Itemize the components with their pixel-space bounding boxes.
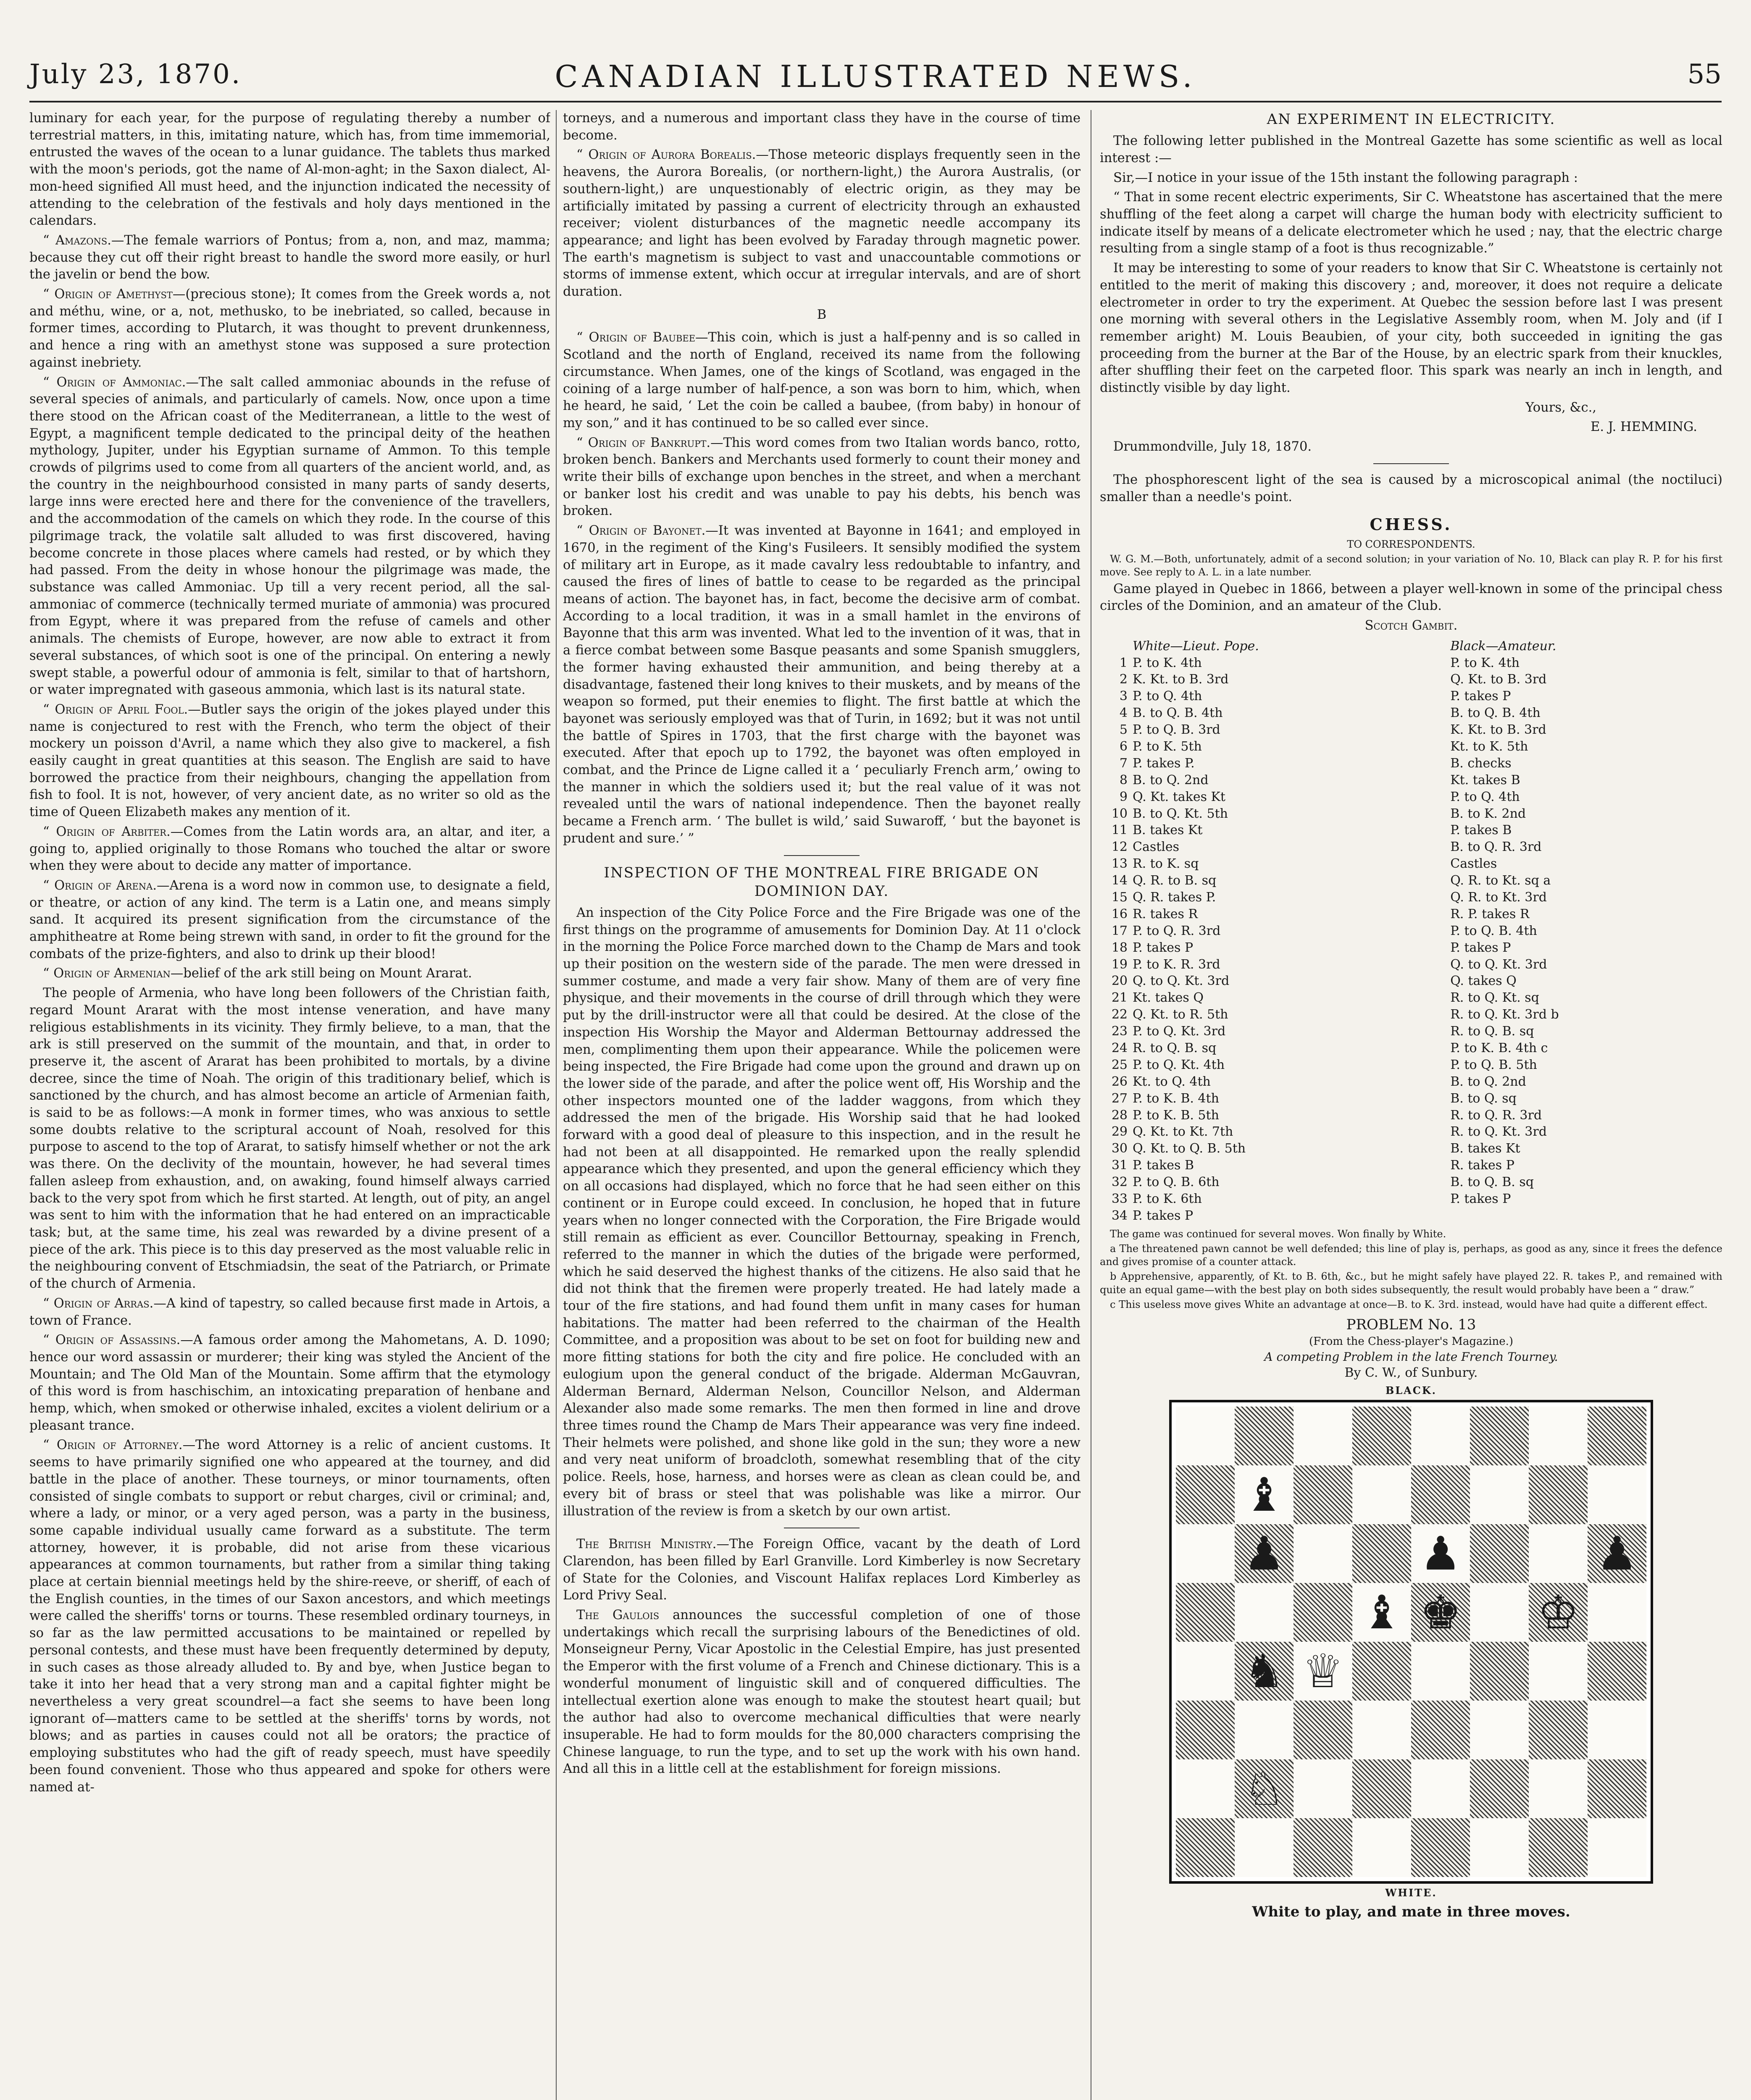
paragraph: The people of Armenia, who have long been followers of the Christian faith, regard Mount Ararat with the most intense veneration, and have many religious establishments in its vicinity. They firmly believe, to a man, that the ark is still preserved on the summit of the mountain, and that, in order to preserve it, the ascent of Ararat has been prohibited to mortals, by a divine decree, since the time of Noah. The origin of this traditionary belief, which is sanctioned by the church, and has almost become an article of Armenian faith, is said to be as follows:—A monk in former times, who was anxious to settle some doubts relative to the scriptural account of Noah, resolved for this purpose to ascend to the top of Ararat, to satisfy himself whether or not the ark was there. On the declivity of the mountain, however, he had several times fallen asleep from exhaustion, and, on awaking, found himself always carried back to the very spot from which he first started. At length, out of pity, an angel was sent to him with the information that he had entered on an impracticable task; but, at the same time, his zeal was rewarded by a divine present of a piece of the ark. This piece is to this day preserved as the most valuable relic in the neighbouring convent of Etschmiadsin, the seat of the Patriarch, or Primate of the church of Armenia. <box>29 986 550 1292</box>
entry-head: “ Origin of Ammoniac. <box>43 375 186 390</box>
chess-square <box>1529 1407 1588 1465</box>
chess-square <box>1235 1407 1294 1465</box>
problem-subtitle: A competing Problem in the late French Tourney. <box>1264 1350 1558 1364</box>
white-side-label: WHITE. <box>1385 1887 1437 1899</box>
white-move: P. to Q. 4th <box>1133 689 1202 704</box>
move-row <box>1100 722 1722 738</box>
chess-square <box>1470 1465 1529 1524</box>
entry-head: “ Amazons. <box>43 233 111 248</box>
chess-square <box>1470 1583 1529 1642</box>
chess-square <box>1529 1465 1588 1524</box>
white-move: P. to K. 5th <box>1133 739 1202 754</box>
black-move: Q. R. to Kt. sq a <box>1450 873 1551 888</box>
move-row <box>1100 940 1722 956</box>
paragraph <box>29 1332 550 1434</box>
move-number: 29 <box>1111 1124 1128 1139</box>
black-move: B. to Q. 2nd <box>1450 1074 1526 1089</box>
chess-square <box>1470 1524 1529 1583</box>
move-row <box>1100 1074 1722 1090</box>
move-number: 28 <box>1111 1108 1128 1123</box>
game-score <box>1100 638 1722 1224</box>
black-move: B. to Q. sq <box>1450 1091 1517 1106</box>
white-move: B. to Q. Kt. 5th <box>1133 806 1228 821</box>
white-move: Q. Kt. takes Kt <box>1133 789 1225 804</box>
entry-head: “ Origin of Baubee <box>576 330 696 345</box>
chess-square <box>1294 1583 1352 1642</box>
chess-square <box>1529 1759 1588 1818</box>
black-move: P. takes P <box>1450 689 1511 704</box>
move-row <box>1100 1023 1722 1040</box>
entry-text: —A kind of tapestry, so called because first made in Artois, a town of France. <box>29 1296 550 1328</box>
entry-head: “ Origin of Aurora Borealis. <box>576 147 756 163</box>
chess-square <box>1352 1759 1411 1818</box>
move-number: 23 <box>1111 1024 1128 1039</box>
black-move: R. to Q. R. 3rd <box>1450 1108 1542 1123</box>
black-side-label: BLACK. <box>1385 1384 1437 1397</box>
white-move: P. to K. 6th <box>1133 1192 1202 1207</box>
correspondents-heading: TO CORRESPONDENTS. <box>1347 538 1475 550</box>
paragraph <box>29 374 550 699</box>
chess-square <box>1411 1759 1470 1818</box>
black-move: P. takes B <box>1450 823 1512 838</box>
chess-piece-square: ♞ <box>1235 1642 1294 1701</box>
paragraph <box>563 147 1081 300</box>
entry-text: announces the successful completion of one of those undertakings which recall the surprising labours of the Benedictines of old. Monseigneur Perny, Vicar Apostolic in the Celestial Empire, has just presented the Emperor with the first volume of a French and Chinese dictionary. This is a wonderful monument of linguistic skill and of conquered difficulties. The intellectual exertion alone was enough to make the stoutest heart quail; but the author had also to overcome mechanical difficulties that were nearly insuperable. He had to form moulds for the 80,000 characters comprising the Chinese language, to run the type, and to set up the work with his own hand. And all this in a little cell at the establishment for foreign missions. <box>563 1608 1081 1777</box>
chess-square <box>1529 1701 1588 1759</box>
chess-piece-square: ♚ <box>1411 1583 1470 1642</box>
white-move: B. to Q. B. 4th <box>1133 706 1223 721</box>
chess-square <box>1235 1818 1294 1877</box>
white-move: P. to Q. Kt. 4th <box>1133 1057 1225 1072</box>
chess-square <box>1411 1465 1470 1524</box>
chess-heading: CHESS. <box>1370 515 1453 534</box>
move-row <box>1100 671 1722 688</box>
move-row <box>1100 738 1722 755</box>
paragraph <box>29 965 550 982</box>
white-move: Q. to Q. Kt. 3rd <box>1133 974 1230 989</box>
black-move: Q. takes Q <box>1450 974 1517 989</box>
entry-head: “ Origin of Arras. <box>43 1296 154 1311</box>
chess-piece-square: ♟ <box>1235 1524 1294 1583</box>
paragraph <box>29 824 550 875</box>
entry-text: —A famous order among the Mahometans, A. D. 1090; hence our word assassin or murderer; their king was styled the Ancient of the Mountain; and The Old Man of the Mountain. Some affirm that the etymology of this word is from haschischim, an intoxicating preparation of henbane and hemp, which, when smoked or otherwise inhaled, excites a violent delirium or a pleasant trance. <box>29 1333 550 1433</box>
entry-head: “ Origin of Attorney. <box>43 1438 183 1453</box>
divider <box>784 855 860 856</box>
white-move: Kt. takes Q <box>1133 990 1204 1005</box>
move-number: 6 <box>1119 739 1128 754</box>
move-row <box>1100 1174 1722 1191</box>
chess-square <box>1588 1759 1646 1818</box>
black-move: R. to Q. Kt. sq <box>1450 990 1539 1005</box>
white-move: P. takes B <box>1133 1158 1194 1173</box>
move-number: 12 <box>1111 840 1128 855</box>
correspondents-text: W. G. M.—Both, unfortunately, admit of a second solution; in your variation of No. 10, Black can play R. P. for his first move. See reply to A. L. in a late number. <box>1100 553 1722 578</box>
black-move: P. to Q. 4th <box>1450 789 1520 804</box>
black-move: B. to K. 2nd <box>1450 806 1526 821</box>
move-row <box>1100 1107 1722 1124</box>
white-move: R. to Q. B. sq <box>1133 1041 1217 1056</box>
paragraph <box>29 1437 550 1796</box>
black-move: R. to Q. Kt. 3rd <box>1450 1124 1547 1139</box>
white-move: P. to K. B. 4th <box>1133 1091 1219 1106</box>
paragraph: “ That in some recent electric experiments, Sir C. Wheatstone has ascertained that the mere shuffling of the feet along a carpet will charge the human body with electricity sufficient to indicate itself by means of a delicate electrometer which he used ; nay, that the electric charge resulting from a single stamp of a foot is thus recognizable.” <box>1100 190 1722 256</box>
chess-piece-square: ♟ <box>1588 1524 1646 1583</box>
black-move: P. to K. B. 4th c <box>1450 1041 1548 1056</box>
chess-square <box>1411 1818 1470 1877</box>
black-move: Q. R. to Kt. 3rd <box>1450 890 1547 905</box>
chess-square <box>1588 1407 1646 1465</box>
black-move: P. to K. 4th <box>1450 655 1520 670</box>
article-heading: AN EXPERIMENT IN ELECTRICITY. <box>1267 111 1556 128</box>
move-row <box>1100 1090 1722 1107</box>
chess-square <box>1470 1818 1529 1877</box>
chess-square <box>1176 1524 1235 1583</box>
problem-caption: White to play, and mate in three moves. <box>1252 1903 1570 1920</box>
move-row <box>1100 923 1722 940</box>
issue-date: July 23, 1870. <box>29 59 242 90</box>
column-2 <box>563 110 1081 2100</box>
move-row <box>1100 906 1722 923</box>
chess-square <box>1411 1642 1470 1701</box>
entry-text: —This coin, which is just a half-penny and is so called in Scotland and the north of England, received its name from the following circumstance. When James, one of the kings of Scotland, was engaged in the coining of a large number of half-pence, a son was born to him, which, when he heard, he said, ‘ Let the coin be called a baubee, (from baby) in honour of my son,” and it has continued to be so called ever since. <box>563 330 1081 430</box>
entry-text: —The word Attorney is a relic of ancient customs. It seems to have primarily signified one who appeared at the tourney, and did battle in the place of another. These tourneys, or minor tournaments, often consisted of single combats to support or rebut charges, civil or criminal; and, where a lady, or minor, or a very aged person, was a party in the business, some capable individual usually came forward as a substitute. The term attorney, however, it is probable, did not arise from these vicarious appearances at common tournaments, but rather from a similar thing taking place at certain biennial meetings held by the shire-reeve, or sheriff, of each of the English counties, in the times of our Saxon ancestors, and which meetings were called the sheriffs' torns or tourns. These resembled ordinary tourneys, in so far as the law permitted accusations to be maintained or repelled by personal contests, and these must have been frequently determined by deputy, in such cases as those already alluded to. By and bye, when Justice began to take it into her head that a very strong man and a capital fighter might be nevertheless a very great scoundrel—a fact she seems to have been long ignorant of—matters came to be settled at the sheriffs' torns by words, not blows; and as parties in causes could not all be orators; the practice of employing substitutes who had the gift of ready speech, must have speedily been found convenient. Those who thus appeared and spoke for others were named at- <box>29 1438 550 1795</box>
move-number: 27 <box>1111 1091 1128 1106</box>
move-number: 7 <box>1119 756 1128 771</box>
black-move: B. to Q. R. 3rd <box>1450 840 1542 855</box>
paragraph <box>563 329 1081 432</box>
footnote-c: c This useless move gives White an advantage at once—B. to K. 3rd. instead, would have had quite a different effect. <box>1110 1298 1708 1310</box>
chess-square <box>1235 1583 1294 1642</box>
move-row <box>1100 822 1722 839</box>
paragraph: An inspection of the City Police Force and the Fire Brigade was one of the first things on the programme of amusements for Dominion Day. At 11 o'clock in the morning the Police Force marched down to the Champ de Mars and took up their position on the western side of the parade. The men were dressed in summer costume, and made a very fair show. Many of them are of very fine physique, and their movements in the course of drill through which they were put by the drill-instructor were all that could be desired. At the close of the inspection His Worship the Mayor and Alderman Bettournay addressed the men, complimenting them upon their appearance. While the policemen were being inspected, the Fire Brigade had come upon the ground and drawn up on the lower side of the parade, and after the police went off, His Worship and the other inspectors mounted one of the ladder waggons, from which they addressed the men of the brigade. His Worship said that he had looked forward with a good deal of pleasure to this inspection, and in the result he had not been at all disappointed. He remarked upon the really splendid appearance which they presented, and upon the general efficiency which they on all occasions had displayed, which no force that he had seen either on this continent or in Europe could exceed. In conclusion, he hoped that in future years when no longer connected with the Corporation, the Fire Brigade would still remain as efficient as ever. Councillor Bettournay, speaking in French, referred to the manner in which the duties of the brigade were performed, which he said deserved the highest thanks of the citizens. He also said that he did not think that the firemen were properly treated. He had lately made a tour of the fire stations, and had found them unfit in many cases for human habitations. The matter had been referred to the chairman of the Health Committee, and a proposition was about to be set on foot for building new and more fitting stations for both the city and fire police. He concluded with an eulogium upon the general conduct of the brigade. Alderman McGauvran, Alderman Bernard, Alderman Nelson, Councillor Nelson, and Alderman Alexander also made some remarks. The men then formed in line and drove three times round the Champ de Mars Their appearance was very fine indeed. Their helmets were polished, and shone like gold in the sun; they wore a new and very neat uniform of broadcloth, somewhat resembling that of the city police. Reels, hose, harness, and horses were as clean as clean could be, and every bit of brass or steel that was polishable was like a mirror. Our illustration of the review is from a sketch by our own artist. <box>563 905 1081 1519</box>
black-player: Black—Amateur. <box>1450 638 1556 654</box>
entry-text: —The salt called ammoniac abounds in the refuse of several species of animals, and particularly of camels. Now, once upon a time there stood on the African coast of the Mediterranean, a little to the west of Egypt, a magnificent temple dedicated to the principal deity of the heathen mythology, Jupiter, under his Egyptian surname of Ammon. To this temple crowds of pilgrims used to come from all quarters of the ancient world, and, as the country in the neighbourhood consisted in many parts of sandy deserts, large inns were erected here and there for the convenience of the travellers, and the accommodation of the camels on which they rode. In the course of this pilgrimage track, the volatile salt alluded to was first discovered, having become concrete in those places where camels had rested, or by which they had passed. From the deity in whose honour the pilgrimage was made, the substance was called Ammoniac. Up till a very recent period, all the sal-ammoniac of commerce (technically termed muriate of ammonia) was procured from Egypt, where it was prepared from the refuse of camels and other animals. The chemists of Europe, however, are now able to extract it from several substances, of which soot is one of the principal. On entering a newly swept stable, a powerful odour of ammonia is felt, similar to that of hartshorn, or water impregnated with gaseous ammonia, which last is its natural state. <box>29 375 550 698</box>
move-row <box>1100 1140 1722 1157</box>
black-move: K. Kt. to B. 3rd <box>1450 722 1546 738</box>
white-move: B. to Q. 2nd <box>1133 772 1209 788</box>
black-move: P. to Q. B. 5th <box>1450 1057 1537 1072</box>
entry-text: —Arena is a word now in common use, to designate a field, or theatre, or action of any kind. The term is a Latin one, and means simply sand. It acquired its present signification from the circumstance of the amphitheatre at Rome being strewn with sand, in order to fit the ground for the combats of the prize-fighters, and also to drink up their blood! <box>29 878 550 961</box>
white-move: P. to Q. Kt. 3rd <box>1133 1024 1226 1039</box>
paragraph <box>29 701 550 821</box>
chess-square <box>1352 1465 1411 1524</box>
move-number: 5 <box>1119 722 1128 738</box>
white-move: Q. Kt. to Q. B. 5th <box>1133 1141 1246 1156</box>
move-number: 3 <box>1119 689 1128 704</box>
black-move: B. to Q. B. sq <box>1450 1175 1534 1190</box>
move-row <box>1100 1057 1722 1074</box>
paragraph <box>29 232 550 284</box>
paragraph: torneys, and a numerous and important class they have in the course of time become. <box>563 111 1081 143</box>
black-move: Kt. takes B <box>1450 772 1520 788</box>
chess-square <box>1352 1642 1411 1701</box>
move-row <box>1100 1157 1722 1174</box>
white-move: P. takes P <box>1133 1208 1194 1223</box>
chess-board <box>1169 1400 1653 1884</box>
chess-piece-square: ♝ <box>1352 1583 1411 1642</box>
paragraph: luminary for each year, for the purpose of regulating thereby a number of terrestrial matters, in this, imitating nature, which has, from time immemorial, entrusted the waves of the ocean to a lunar guidance. The tablets thus marked with the moon's periods, got the name of Al-mon-aght; in the Saxon dialect, Al-mon-heed signified All must heed, and the injunction indicated the necessity of attending to the celebration of the festivals and holy days mentioned in the calendars. <box>29 111 550 228</box>
letter-signature: E. J. HEMMING. <box>1591 420 1697 435</box>
problem-title: PROBLEM No. 13 <box>1346 1316 1476 1333</box>
move-number: 17 <box>1111 923 1128 938</box>
entry-text: —Comes from the Latin words ara, an altar, and iter, a going to, applied originally to those Romans who touched the altar or swore when they were about to decide any matter of importance. <box>29 824 550 874</box>
move-number: 30 <box>1111 1141 1128 1156</box>
entry-head: The Gaulois <box>576 1608 660 1623</box>
white-move: Q. R. to B. sq <box>1133 873 1217 888</box>
white-move: P. to Q. R. 3rd <box>1133 923 1221 938</box>
move-number: 14 <box>1111 873 1128 888</box>
move-number: 26 <box>1111 1074 1128 1089</box>
entry-text: —Butler says the origin of the jokes played under this name is conjectured to rest with the French, who term the object of their mockery un poisson d'Avril, a name which they also give to mackerel, a fish easily caught in great quantities at this season. The English are said to have borrowed the practice from their neighbours, changing the appellation from fish to fool. It is not, however, of very ancient date, as no writer so old as the time of Queen Elizabeth makes any mention of it. <box>29 702 550 820</box>
white-move: B. takes Kt <box>1133 823 1203 838</box>
chess-square <box>1529 1818 1588 1877</box>
letter-closing: Yours, &c., <box>1525 400 1596 415</box>
chess-square <box>1588 1818 1646 1877</box>
move-row <box>1100 1040 1722 1057</box>
move-number: 2 <box>1119 672 1128 687</box>
move-number: 18 <box>1111 940 1128 955</box>
chess-square <box>1470 1759 1529 1818</box>
footnote-b: b Apprehensive, apparently, of Kt. to B. 6th, &c., but he might safely have played 22. R. takes P., and remained with quite an equal game—with the best play on both sides subsequently, the result would probably have been a “ draw.” <box>1100 1270 1722 1296</box>
black-move: Q. Kt. to B. 3rd <box>1450 672 1547 687</box>
chess-square <box>1470 1642 1529 1701</box>
move-number: 8 <box>1119 772 1128 788</box>
entry-head: “ Origin of Amethyst <box>43 287 173 302</box>
paragraph <box>563 435 1081 520</box>
black-move: P. takes P <box>1450 1192 1511 1207</box>
chess-square <box>1294 1818 1352 1877</box>
chess-square <box>1352 1407 1411 1465</box>
chess-piece-square: ♘ <box>1235 1759 1294 1818</box>
entry-head: “ Origin of Bankrupt. <box>576 435 711 450</box>
paragraph: The phosphorescent light of the sea is caused by a microscopical animal (the noctiluci) smaller than a needle's point. <box>1100 472 1722 504</box>
chess-square <box>1176 1583 1235 1642</box>
move-number: 10 <box>1111 806 1128 821</box>
black-move: Castles <box>1450 856 1497 872</box>
move-number: 31 <box>1111 1158 1128 1173</box>
divider <box>1373 463 1449 464</box>
entry-text: —The Foreign Office, vacant by the death of Lord Clarendon, has been filled by Earl Granville. Lord Kimberley is now Secretary of State for the Colonies, and Viscount Halifax replaces Lord Kimberley as Lord Privy Seal. <box>563 1537 1081 1603</box>
chess-square <box>1235 1701 1294 1759</box>
article-heading: INSPECTION OF THE MONTREAL FIRE BRIGADE ON DOMINION DAY. <box>604 864 1040 900</box>
chess-piece-square: ♔ <box>1529 1583 1588 1642</box>
chess-square <box>1529 1524 1588 1583</box>
paragraph <box>29 286 550 372</box>
chess-square <box>1411 1701 1470 1759</box>
move-number: 9 <box>1119 789 1128 804</box>
game-note: The game was continued for several moves. Won finally by White. <box>1110 1228 1446 1240</box>
black-move <box>1448 1208 1722 1224</box>
chess-square <box>1176 1701 1235 1759</box>
white-move: R. to K. sq <box>1133 856 1199 872</box>
black-move: R. to Q. Kt. 3rd b <box>1450 1007 1559 1022</box>
chess-square <box>1294 1465 1352 1524</box>
move-number: 16 <box>1111 906 1128 921</box>
column-1 <box>29 110 550 2100</box>
move-row <box>1100 655 1722 672</box>
chess-square <box>1176 1642 1235 1701</box>
move-number: 1 <box>1119 655 1128 670</box>
entry-text: —Those meteoric displays frequently seen in the heavens, the Aurora Borealis, (or northern-light,) the Aurora Australis, (or southern-light,) are unquestionably of electric origin, as they may be artificially imitated by passing a current of electricity through an exhausted receiver; violent disturbances of the magnetic needle accompany its appearance; and light has been evolved by Faraday through magnetic power. The earth's magnetism is subject to vast and unaccountable commotions or storms of immense extent, which occur at irregular intervals, and are of short duration. <box>563 147 1081 299</box>
opening-name: Scotch Gambit. <box>1365 618 1458 633</box>
move-row <box>1100 1208 1722 1224</box>
move-row <box>1100 1124 1722 1140</box>
entry-text: —This word comes from two Italian words banco, rotto, broken bench. Bankers and Merchants used formerly to count their money and write their bills of exchange upon benches in the street, and when a merchant or banker lost his credit and was unable to pay his debts, his bench was broken. <box>563 435 1081 519</box>
entry-head: “ Origin of Arbiter. <box>43 824 171 839</box>
black-move: B. to Q. B. 4th <box>1450 706 1541 721</box>
white-move: P. to Q. B. 6th <box>1133 1175 1220 1190</box>
paragraph: The following letter published in the Montreal Gazette has some scientific as well as local interest :— <box>1100 134 1722 165</box>
move-number: 11 <box>1111 823 1128 838</box>
chess-square <box>1294 1407 1352 1465</box>
column-rule <box>556 110 557 2100</box>
move-number: 24 <box>1111 1041 1128 1056</box>
problem-author: By C. W., of Sunbury. <box>1344 1365 1478 1381</box>
move-row <box>1100 856 1722 872</box>
chess-square <box>1588 1465 1646 1524</box>
move-row <box>1100 889 1722 906</box>
black-move: B. takes Kt <box>1450 1141 1520 1156</box>
move-number: 34 <box>1111 1208 1128 1223</box>
paragraph <box>563 1536 1081 1604</box>
chess-square <box>1176 1407 1235 1465</box>
chess-square <box>1588 1583 1646 1642</box>
chess-square <box>1176 1759 1235 1818</box>
newspaper-title: CANADIAN ILLUSTRATED NEWS. <box>555 59 1196 94</box>
white-move: Q. Kt. to Kt. 7th <box>1133 1124 1233 1139</box>
paragraph <box>563 522 1081 847</box>
move-row <box>1100 755 1722 772</box>
white-move: P. to K. 4th <box>1133 655 1202 670</box>
chess-square <box>1176 1818 1235 1877</box>
paragraph <box>29 877 550 963</box>
black-move: R. P. takes R <box>1450 906 1530 921</box>
move-row <box>1100 688 1722 705</box>
white-move: R. takes R <box>1133 906 1198 921</box>
white-move: Q. R. takes P. <box>1133 890 1216 905</box>
white-move: P. to K. R. 3rd <box>1133 957 1220 972</box>
chess-square <box>1352 1524 1411 1583</box>
move-number: 32 <box>1111 1175 1128 1190</box>
black-move: R. to Q. B. sq <box>1450 1024 1534 1039</box>
paragraph <box>563 1607 1081 1778</box>
page-number: 55 <box>1687 59 1722 90</box>
chess-square <box>1294 1524 1352 1583</box>
white-move: Castles <box>1133 840 1180 855</box>
game-intro: Game played in Quebec in 1866, between a player well-known in some of the principal chess circles of the Dominion, and an amateur of the Club. <box>1100 581 1722 614</box>
black-move: P. takes P <box>1450 940 1511 955</box>
move-row <box>1100 772 1722 789</box>
move-number: 22 <box>1111 1007 1128 1022</box>
white-move: P. to Q. B. 3rd <box>1133 722 1220 738</box>
entry-text: —It was invented at Bayonne in 1641; and employed in 1670, in the regiment of the King's Fusileers. It sensibly modified the system of military art in Europe, as it made cavalry less redoubtable to infantry, and caused the fires of lines of battle to cease to be regarded as the principal means of action. The bayonet has, in fact, become the decisive arm of combat. According to a local tradition, it was in a small hamlet in the environs of Bayonne that this arm was invented. What led to the invention of it was, that in a fierce combat between some Basque peasants and some Spanish smugglers, the former having exhausted their ammunition, and being thereby at a disadvantage, fastened their long knives to their muskets, and by means of the weapon so formed, put their enemies to flight. The first battle at which the bayonet was seriously employed was that of Turin, in 1692; but it was not until the battle of Spires in 1703, that the first charge with the bayonet was executed. After that epoch up to 1792, the bayonet was often employed in combat, and the Prince de Ligne called it a ‘ peculiarly French arm,’ owing to the manner in which the soldiers used it; but the real value of it was not revealed until the wars of national independence. Then the bayonet really became a French arm. ‘ The bullet is wild,’ said Suwaroff, ‘ but the bayonet is prudent and sure.’ ” <box>563 523 1081 846</box>
chess-square <box>1294 1701 1352 1759</box>
move-row <box>1100 990 1722 1006</box>
column-3 <box>1100 110 1722 2100</box>
black-move: P. to Q. B. 4th <box>1450 923 1537 938</box>
move-number: 33 <box>1111 1192 1128 1207</box>
move-number: 25 <box>1111 1057 1128 1072</box>
move-row <box>1100 973 1722 990</box>
footnote-a: a The threatened pawn cannot be well defended; this line of play is, perhaps, as good as any, since it frees the defence and gives promise of a counter attack. <box>1100 1243 1722 1268</box>
entry-text: —(precious stone); It comes from the Greek words a, not and méthu, wine, or a, not, methusko, to be inebriated, so called, because in former times, according to Plutarch, it was thought to prevent drunkenness, and hence a ring with an amethyst stone was supposed a sure protection against inebriety. <box>29 287 550 370</box>
chess-square <box>1294 1759 1352 1818</box>
white-player: White—Lieut. Pope. <box>1133 638 1259 654</box>
move-row <box>1100 705 1722 722</box>
chess-square <box>1470 1701 1529 1759</box>
move-number: 4 <box>1119 706 1128 721</box>
chess-piece-square: ♕ <box>1294 1642 1352 1701</box>
move-number: 19 <box>1111 957 1128 972</box>
chess-square <box>1470 1407 1529 1465</box>
masthead <box>29 55 1722 102</box>
white-move: K. Kt. to B. 3rd <box>1133 672 1229 687</box>
paragraph: Sir,—I notice in your issue of the 15th instant the following paragraph : <box>1113 170 1578 185</box>
chess-square <box>1176 1465 1235 1524</box>
entry-head: “ Origin of Assassins. <box>43 1333 181 1348</box>
move-number: 15 <box>1111 890 1128 905</box>
black-move: B. checks <box>1450 756 1512 771</box>
entry-head: The British Ministry. <box>576 1537 717 1552</box>
move-row <box>1100 789 1722 806</box>
move-number: 13 <box>1111 856 1128 872</box>
white-move: Q. Kt. to R. 5th <box>1133 1007 1228 1022</box>
entry-head: “ Origin of Bayonet. <box>576 523 706 538</box>
paragraph <box>29 1295 550 1329</box>
white-move: Kt. to Q. 4th <box>1133 1074 1211 1089</box>
black-move: Q. to Q. Kt. 3rd <box>1450 957 1547 972</box>
move-row <box>1100 1006 1722 1023</box>
entry-text: —belief of the ark still being on Mount Ararat. <box>170 966 472 981</box>
entry-text: —The female warriors of Pontus; from a, non, and maz, mamma; because they cut off their right breast to handle the sword more easily, or hurl the javelin or bend the bow. <box>29 233 550 282</box>
chess-square <box>1411 1407 1470 1465</box>
entry-head: “ Origin of Arena. <box>43 878 157 893</box>
black-move: R. takes P <box>1450 1158 1514 1173</box>
move-row <box>1100 1191 1722 1208</box>
problem-source: (From the Chess-player's Magazine.) <box>1309 1335 1514 1348</box>
entry-head: “ Origin of April Fool. <box>43 702 188 717</box>
move-number: 20 <box>1111 974 1128 989</box>
move-row <box>1100 839 1722 856</box>
white-move: P. takes P. <box>1133 756 1195 771</box>
black-move: Kt. to K. 5th <box>1450 739 1528 754</box>
chess-square <box>1588 1701 1646 1759</box>
chess-square <box>1352 1818 1411 1877</box>
chess-piece-square: ♝ <box>1235 1465 1294 1524</box>
move-number: 21 <box>1111 990 1128 1005</box>
chess-square <box>1352 1701 1411 1759</box>
paragraph: It may be interesting to some of your readers to know that Sir C. Wheatstone is certainly not entitled to the merit of making this discovery ; and, moreover, it does not require a delicate electrometer in order to try the experiment. At Quebec the session before last I was present one morning with several others in the Legislative Assembly room, when M. Joly and (if I remember aright) M. Louis Beaubien, of your city, both succeeded in igniting the gas proceeding from the burner at the Bar of the House, by an electric spark from their knuckles, after shuffling their feet on the carpeted floor. This spark was nearly an inch in length, and distinctly visible by day light. <box>1100 261 1722 396</box>
white-move: P. to K. B. 5th <box>1133 1108 1219 1123</box>
chess-square <box>1588 1642 1646 1701</box>
entry-head: “ Origin of Armenian <box>43 966 171 981</box>
section-letter: B <box>817 307 827 322</box>
move-row <box>1100 872 1722 889</box>
move-row <box>1100 956 1722 973</box>
letter-place-date: Drummondville, July 18, 1870. <box>1113 439 1312 454</box>
white-move: P. takes P <box>1133 940 1194 955</box>
chess-piece-square: ♟ <box>1411 1524 1470 1583</box>
move-row <box>1100 806 1722 822</box>
chess-square <box>1529 1642 1588 1701</box>
